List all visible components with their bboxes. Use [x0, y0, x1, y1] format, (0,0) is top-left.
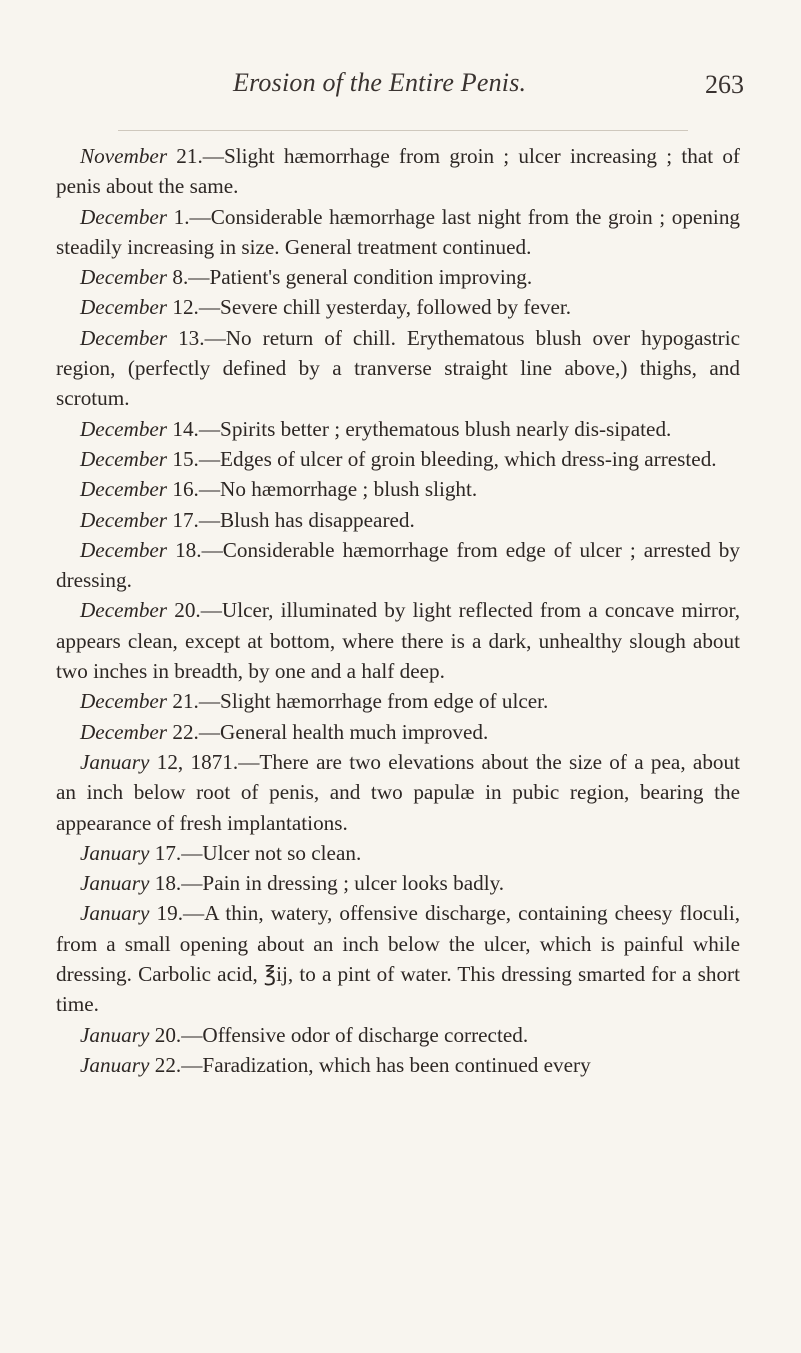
entry: [56, 747, 740, 838]
entry-text: —Slight hæmorrhage from edge of ulcer.: [198, 689, 549, 714]
entry: [56, 141, 740, 202]
entry: [56, 202, 740, 263]
entry-date: December: [80, 204, 168, 229]
entry-text: —Ulcer, illuminated by light reflected from a concave mirror, appears clean, except at bottom, where there is a dark, unhealthy slough about two inches in breadth, by one and a half deep.: [56, 598, 741, 684]
entry-date: December: [80, 295, 168, 320]
entry-text: —General health much improved.: [198, 719, 489, 744]
entry-day: 22.: [167, 719, 199, 744]
entry-day: 21.: [167, 689, 199, 714]
entry-text: —Spirits better ; erythematous blush nearly dis-sipated.: [198, 416, 672, 441]
entry: [56, 414, 740, 444]
clinical-notes: [56, 141, 740, 1080]
entry-text: —Pain in dressing ; ulcer looks badly.: [181, 871, 505, 896]
entry-text: —Blush has disappeared.: [198, 507, 415, 532]
running-title: Erosion of the Entire Penis.: [233, 68, 527, 97]
entry-date: January: [80, 901, 150, 926]
entry-date: January: [80, 749, 150, 774]
entry-text: —Slight hæmorrhage from groin ; ulcer increasing ; that of penis about the same.: [56, 144, 740, 199]
entry-day: 15.: [167, 446, 199, 471]
entry-day: 18.: [149, 871, 182, 896]
entry-day: 8.: [167, 265, 189, 290]
entry-text: —Edges of ulcer of groin bleeding, which dress-ing arrested.: [198, 446, 717, 471]
entry-text: —Ulcer not so clean.: [181, 840, 362, 865]
entry-text: —No return of chill. Erythematous blush over hypogastric region, (perfectly defined by a tranverse straight line above,) thighs, and scrotum.: [56, 325, 740, 411]
page-header: [0, 64, 801, 104]
entry-date: November: [80, 144, 168, 168]
entry-date: December: [80, 537, 168, 562]
entry-date: December: [80, 507, 168, 532]
entry-day: 21.: [167, 144, 203, 168]
header-rule: [118, 130, 688, 131]
entry-day: 20.: [167, 598, 201, 623]
entry-date: December: [80, 598, 168, 623]
entry-date: December: [80, 719, 168, 744]
entry-day: 16.: [167, 477, 199, 502]
entry-date: December: [80, 325, 168, 350]
entry: [56, 444, 740, 474]
entry-text: —There are two elevations about the size of a pea, about an inch below root of penis, and two papulæ in pubic region, bearing the appearance of fresh implantations.: [56, 749, 740, 835]
entry-text: —Considerable hæmorrhage from edge of ulcer ; arrested by dressing.: [56, 537, 740, 593]
entry-date: January: [80, 1022, 150, 1047]
entry: [56, 595, 740, 686]
entry-date: December: [80, 416, 168, 441]
entry-day: 17.: [149, 840, 182, 865]
entry-day: 17.: [167, 507, 199, 532]
entry: [56, 323, 740, 414]
page-number: 263: [705, 70, 744, 99]
entry-day: 1.: [167, 204, 190, 229]
entry-day: 12.: [167, 295, 199, 320]
entry: [56, 505, 740, 535]
entry: [56, 262, 740, 292]
entry-date: January: [80, 840, 150, 865]
entry-day: 12, 1871.: [149, 749, 239, 774]
entry: [56, 474, 740, 504]
entry-date: December: [80, 477, 168, 502]
entry-text: —No hæmorrhage ; blush slight.: [198, 477, 478, 502]
entry-text: —Faradization, which has been continued every: [181, 1052, 591, 1077]
entry: [56, 1050, 740, 1080]
entry-day: 20.: [149, 1022, 182, 1047]
entry-date: December: [80, 689, 168, 714]
entry-text: —Offensive odor of discharge corrected.: [181, 1022, 529, 1047]
entry-day: 22.: [149, 1052, 182, 1077]
entry-day: 19.: [149, 901, 184, 926]
entry-day: 18.: [167, 537, 202, 562]
entry-date: January: [80, 871, 150, 896]
entry: [56, 717, 740, 747]
entry: [56, 686, 740, 716]
entry: [56, 868, 740, 898]
entry-day: 13.: [167, 325, 205, 350]
entry: [56, 838, 740, 868]
entry-day: 14.: [167, 416, 199, 441]
entry-date: January: [80, 1052, 150, 1077]
entry-date: December: [80, 265, 168, 290]
entry-text: —A thin, watery, offensive discharge, containing cheesy floculi, from a small opening about an inch below the ulcer, which is painful while dressing. Carbolic acid, ℥ij, to a pint of water. This dressing smarted for a short time.: [56, 901, 741, 1017]
entry-text: —Patient's general condition improving.: [188, 265, 533, 290]
entry: [56, 898, 740, 1019]
entry: [56, 1020, 740, 1050]
entry-text: —Considerable hæmorrhage last night from the groin ; opening steadily increasing in size. General treatment continued.: [56, 204, 741, 259]
entry: [56, 292, 740, 322]
entry-text: —Severe chill yesterday, followed by fever.: [198, 295, 572, 320]
entry-date: December: [80, 446, 168, 471]
entry: [56, 535, 740, 596]
